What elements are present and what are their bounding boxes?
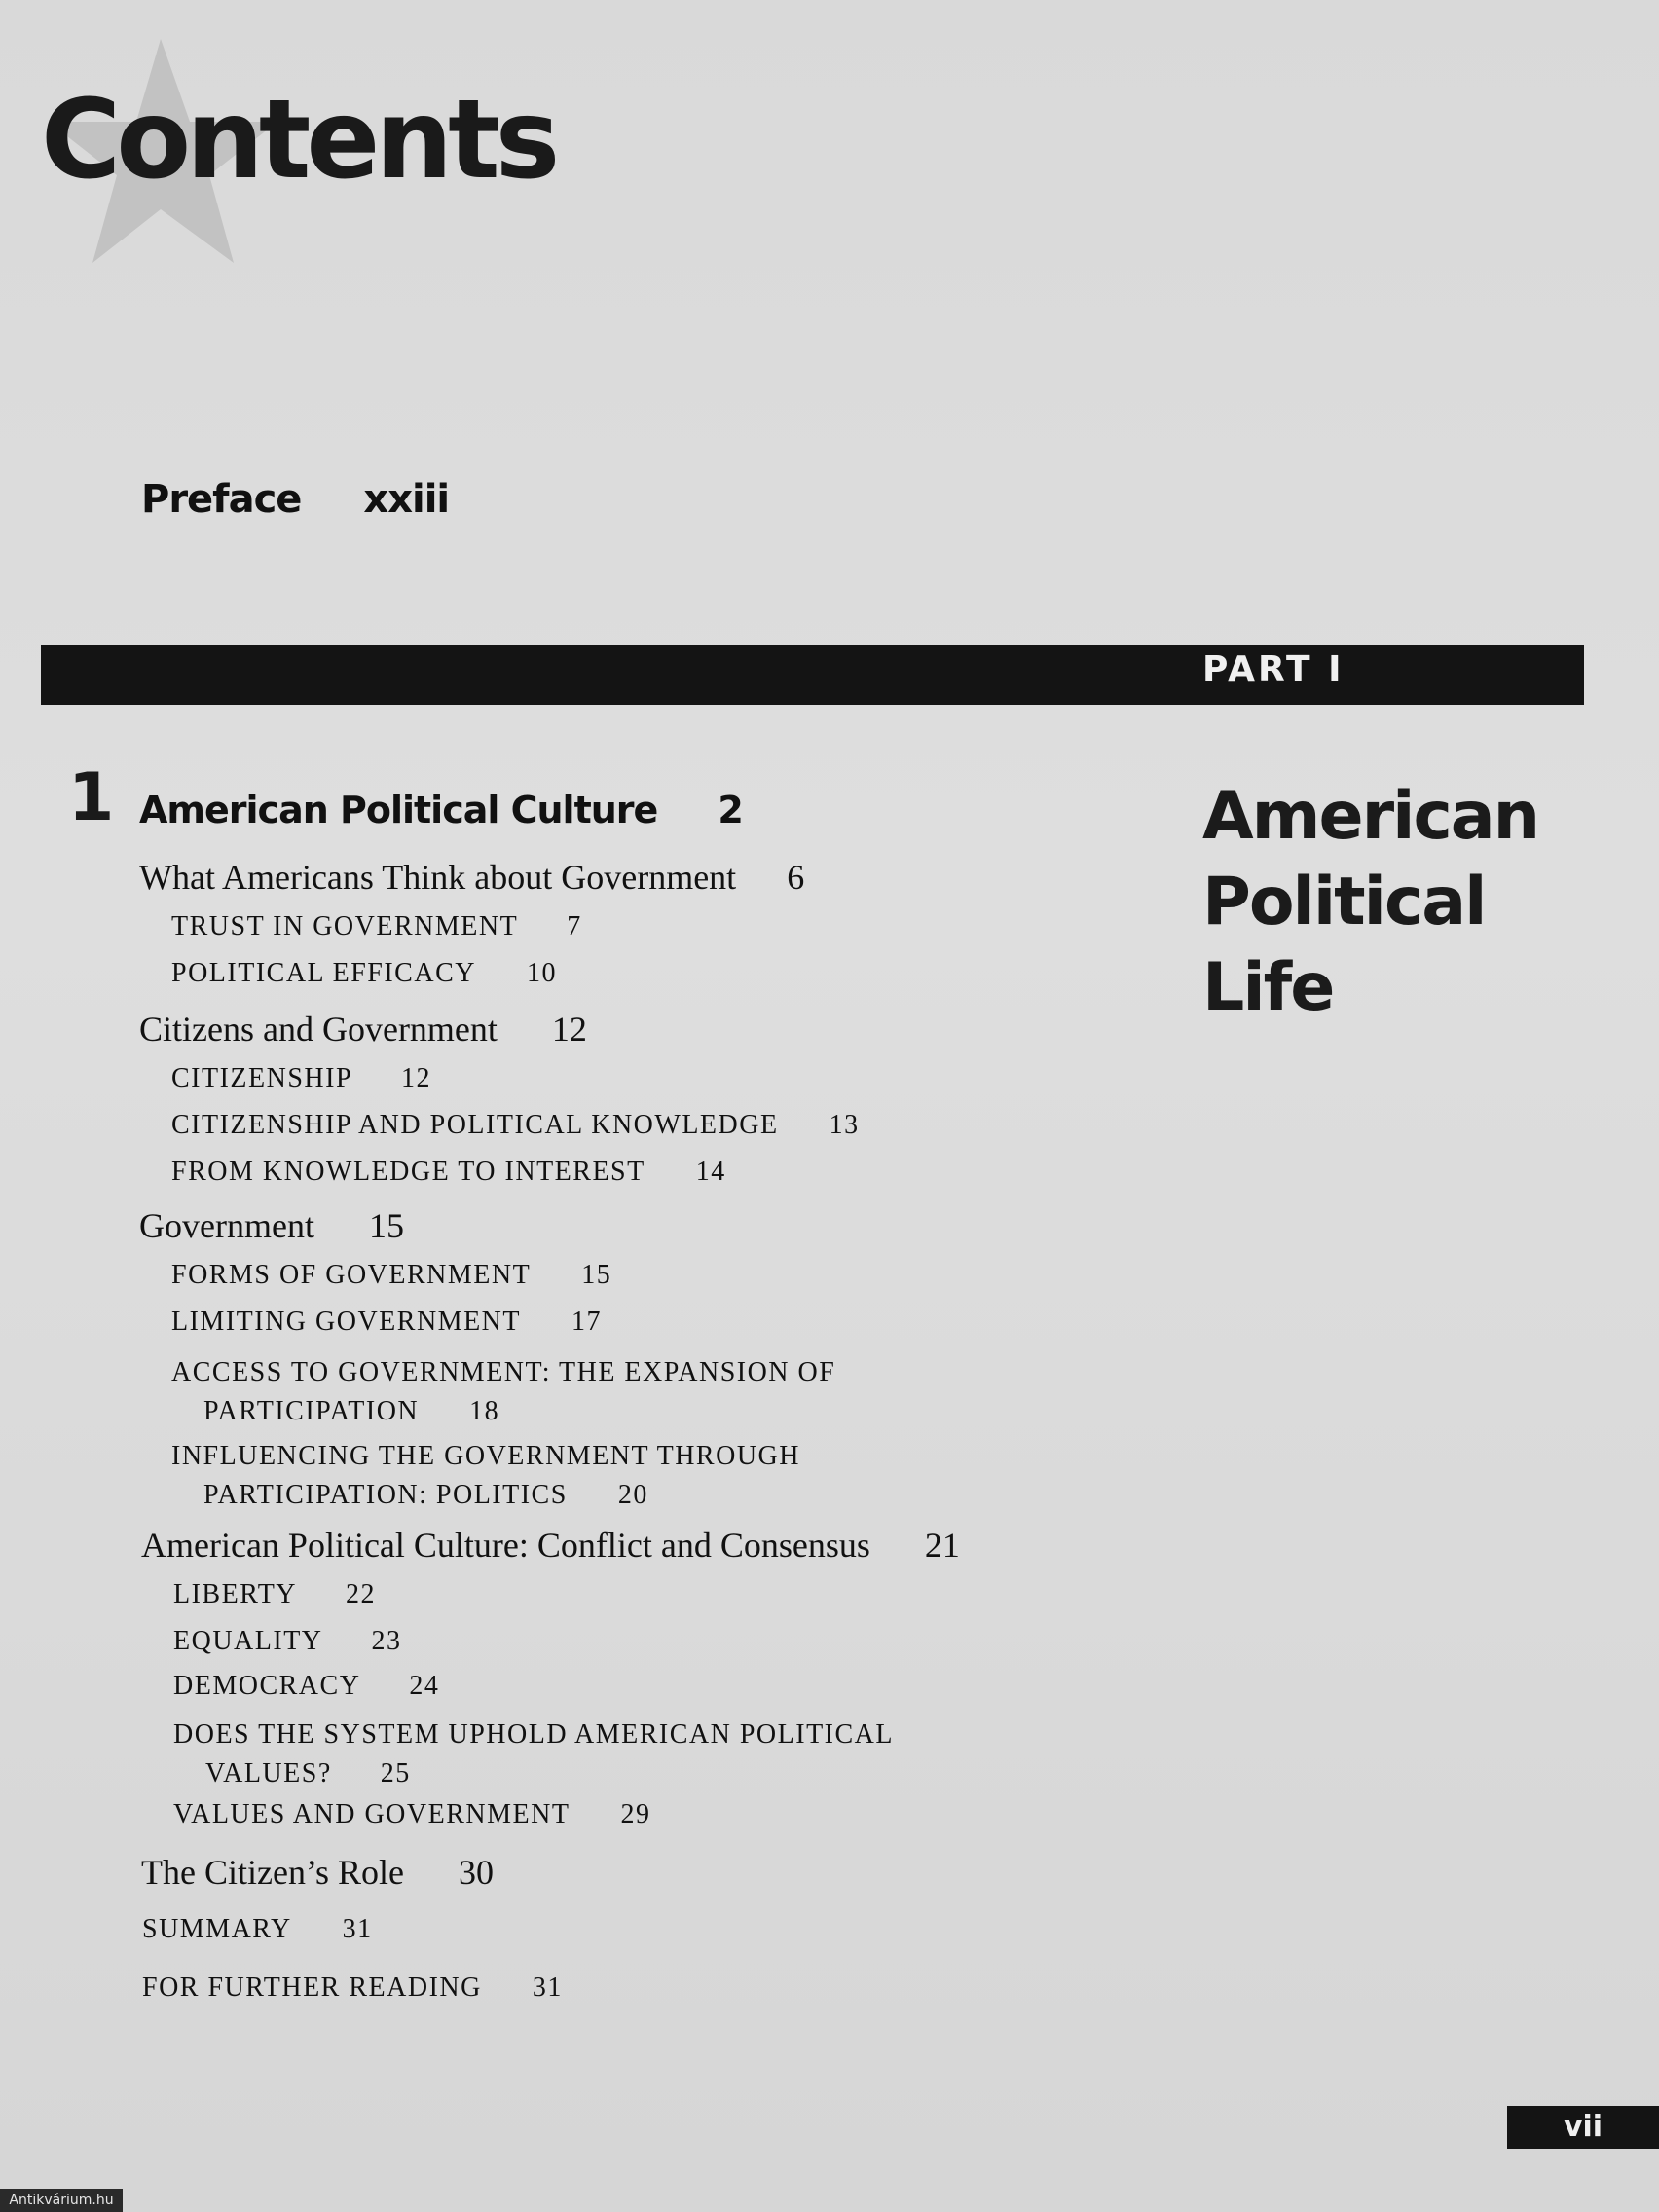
- entry-page: 29: [620, 1799, 651, 1829]
- entry-title: FORMS OF GOVERNMENT: [171, 1260, 532, 1290]
- toc-subsection-entry[interactable]: [173, 1579, 376, 1610]
- page-heading: Contents: [41, 77, 556, 203]
- entry-title: Citizens and Government: [139, 1010, 498, 1049]
- preface-label: Preface: [141, 477, 302, 522]
- toc-subsection-entry[interactable]: [171, 1437, 800, 1515]
- entry-page: 23: [371, 1626, 402, 1656]
- entry-page: 12: [401, 1063, 432, 1093]
- entry-page: 7: [567, 911, 582, 941]
- entry-page: 22: [346, 1579, 377, 1609]
- toc-subsection-entry[interactable]: [142, 1972, 563, 2004]
- entry-title: FOR FURTHER READING: [142, 1972, 482, 2003]
- entry-title: DEMOCRACY: [173, 1671, 361, 1701]
- entry-page: 15: [368, 1206, 404, 1245]
- toc-section-entry[interactable]: [139, 1009, 587, 1050]
- toc-section-entry[interactable]: [139, 1205, 404, 1246]
- toc-section-entry[interactable]: [141, 1852, 494, 1893]
- entry-title: American Political Culture: Conflict and Consensus: [141, 1526, 870, 1565]
- toc-subsection-entry[interactable]: [173, 1799, 650, 1830]
- entry-title: SUMMARY: [142, 1914, 292, 1944]
- entry-title: Government: [139, 1206, 314, 1245]
- preface-page: xxiii: [363, 477, 450, 522]
- entry-title: POLITICAL EFFICACY: [171, 958, 476, 988]
- entry-page: 30: [458, 1853, 494, 1892]
- part-title: [1202, 774, 1538, 1031]
- entry-page: 20: [617, 1480, 648, 1510]
- part-title-line: Life: [1202, 949, 1334, 1026]
- toc-subsection-entry[interactable]: [142, 1914, 373, 1945]
- toc-subsection-entry[interactable]: [173, 1671, 439, 1702]
- part-label: PART I: [1202, 649, 1345, 689]
- entry-page: 31: [342, 1914, 373, 1944]
- toc-subsection-entry[interactable]: [171, 1353, 835, 1431]
- toc-subsection-entry[interactable]: [171, 1307, 602, 1338]
- toc-section-entry[interactable]: [139, 857, 804, 898]
- entry-page: 21: [924, 1526, 960, 1565]
- entry-title-line: INFLUENCING THE GOVERNMENT THROUGH: [171, 1441, 800, 1471]
- entry-page: 15: [581, 1260, 612, 1290]
- entry-title-line: PARTICIPATION: POLITICS: [203, 1480, 568, 1510]
- entry-page: 17: [571, 1307, 603, 1337]
- entry-title-line: VALUES?: [205, 1758, 332, 1788]
- toc-subsection-entry[interactable]: [173, 1715, 894, 1793]
- entry-page: 13: [829, 1110, 860, 1140]
- entry-title-line: PARTICIPATION: [203, 1396, 420, 1426]
- entry-title: What Americans Think about Government: [139, 858, 737, 897]
- entry-title: VALUES AND GOVERNMENT: [173, 1799, 571, 1829]
- toc-subsection-entry[interactable]: [173, 1626, 402, 1657]
- preface-entry[interactable]: [141, 477, 449, 522]
- folio-bar: [1507, 2106, 1659, 2149]
- folio-number: vii: [1563, 2110, 1604, 2144]
- toc-subsection-entry[interactable]: [171, 1110, 860, 1141]
- entry-title: LIBERTY: [173, 1579, 298, 1609]
- toc-subsection-entry[interactable]: [171, 1157, 726, 1188]
- entry-title: LIMITING GOVERNMENT: [171, 1307, 522, 1337]
- watermark: Antikvárium.hu: [0, 2189, 123, 2212]
- entry-title: CITIZENSHIP: [171, 1063, 353, 1093]
- entry-page: 31: [532, 1972, 563, 2003]
- entry-title: CITIZENSHIP AND POLITICAL KNOWLEDGE: [171, 1110, 779, 1140]
- entry-page: 12: [551, 1010, 587, 1049]
- part-title-line: American: [1202, 778, 1539, 855]
- entry-title: TRUST IN GOVERNMENT: [171, 911, 519, 941]
- part-title-line: Political: [1202, 864, 1486, 940]
- entry-title-line: DOES THE SYSTEM UPHOLD AMERICAN POLITICAL: [173, 1719, 895, 1750]
- toc-subsection-entry[interactable]: [171, 1260, 611, 1291]
- entry-title: FROM KNOWLEDGE TO INTEREST: [171, 1157, 645, 1187]
- chapter-number: 1: [68, 759, 115, 836]
- part-bar: [41, 645, 1584, 705]
- entry-title-line: ACCESS TO GOVERNMENT: THE EXPANSION OF: [171, 1357, 836, 1387]
- chapter-page: 2: [718, 789, 743, 831]
- entry-page: 24: [409, 1671, 440, 1701]
- entry-page: 18: [469, 1396, 500, 1426]
- entry-title: The Citizen’s Role: [141, 1853, 404, 1892]
- toc-subsection-entry[interactable]: [171, 958, 557, 989]
- entry-page: 10: [526, 958, 557, 988]
- entry-page: 25: [380, 1758, 411, 1788]
- entry-page: 14: [695, 1157, 726, 1187]
- toc-section-entry[interactable]: [141, 1525, 960, 1566]
- chapter-title: American Political Culture: [139, 789, 658, 831]
- toc-subsection-entry[interactable]: [171, 1063, 431, 1094]
- chapter-title-entry[interactable]: [139, 789, 743, 831]
- toc-subsection-entry[interactable]: [171, 911, 582, 942]
- entry-title: EQUALITY: [173, 1626, 323, 1656]
- entry-page: 6: [787, 858, 805, 897]
